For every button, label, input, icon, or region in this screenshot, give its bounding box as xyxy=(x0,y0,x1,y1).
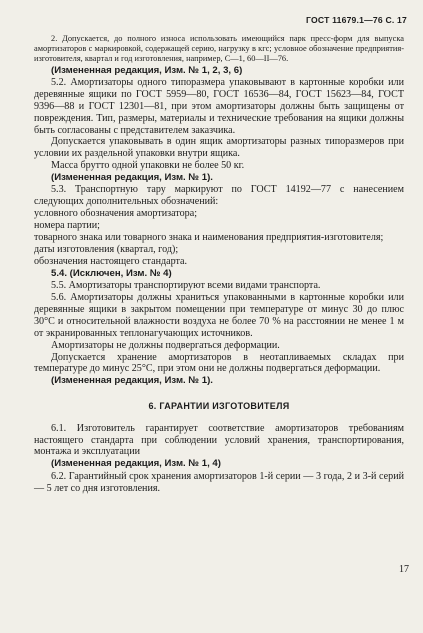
section-title: 6. ГАРАНТИИ ИЗГОТОВИТЕЛЯ xyxy=(148,400,290,411)
list-item: даты изготовления (квартал, год); xyxy=(34,243,179,255)
edition-note-3: (Измененная редакция, Изм. № 1). xyxy=(51,375,213,387)
list-item: условного обозначения амортизатора; xyxy=(34,208,198,220)
paragraph-5-2-c: Масса брутто одной упаковки не более 50 кг. xyxy=(51,160,245,172)
edition-note-1: (Измененная редакция, Изм. № 1, 2, 3, 6) xyxy=(51,64,243,76)
paragraph-6-2: 6.2. Гарантийный срок хранения амортизаторов 1-й серии — 3 года, 2 и 3-й серий — 5 лет со дня изготовления. xyxy=(34,470,404,494)
page-number: 17 xyxy=(399,564,409,575)
paragraph-5-6-c: Допускается хранение амортизаторов в неотапливаемых складах при температуре до минус 25°С, при этом они не должны подвергаться деформации. xyxy=(34,351,404,375)
paragraph-5-3: 5.3. Транспортную тару маркируют по ГОСТ 14192—77 с нанесением следующих дополнительных обозначений: xyxy=(34,184,404,208)
paragraph-5-2-b: Допускается упаковывать в один ящик амортизаторы разных типоразмеров при условии их раздельной упаковки внутри ящика. xyxy=(34,136,404,160)
paragraph-5-6-b: Амортизаторы не должны подвергаться деформации. xyxy=(51,339,280,351)
page-content xyxy=(34,34,404,494)
list-item: товарного знака или товарного знака и наименования предприятия-изготовителя; xyxy=(34,232,384,244)
list-item: обозначения настоящего стандарта. xyxy=(34,255,188,267)
edition-note-4: (Измененная редакция, Изм. № 1, 4) xyxy=(51,458,221,470)
paragraph-5-4: 5.4. (Исключен, Изм. № 4) xyxy=(51,267,172,279)
paragraph-5-6: 5.6. Амортизаторы должны храниться упакованными в картонные коробки или деревянные ящики в закрытом помещении при температуре от минус 30 до плюс 30°С и относительной влажности воздуха не более 70 % на расстоянии не менее 1 м от экранированных теплонагучающих источников. xyxy=(34,292,404,339)
paragraph-5-5: 5.5. Амортизаторы транспортируют всеми видами транспорта. xyxy=(51,280,321,292)
paragraph-note-2: 2. Допускается, до полного износа использовать имеющийся парк пресс-форм для выпуска амортизаторов с маркировкой, содержащей серию, нагрузку в кгс; условное обозначение предприятия-изготовителя, квартал и год изготовления, например, С—1, 60—II—76. xyxy=(34,34,404,64)
list-item: номера партии; xyxy=(34,220,100,232)
edition-note-2: (Измененная редакция, Изм. № 1). xyxy=(51,172,213,184)
page-header: ГОСТ 11679.1—76 С. 17 xyxy=(306,15,407,25)
paragraph-6-1: 6.1. Изготовитель гарантирует соответствие амортизаторов требованиям настоящего стандарта при соблюдении условий хранения, транспортирования, монтажа и эксплуатации xyxy=(34,422,404,458)
paragraph-5-2: 5.2. Амортизаторы одного типоразмера упаковывают в картонные коробки или деревянные ящики по ГОСТ 5959—80, ГОСТ 16536—84, ГОСТ 15623—84, ГОСТ 9396—88 и ГОСТ 12301—81, при этом амортизаторы должны быть защищены от повреждения. Тип, размеры, материалы и технические требования на ящики должны быть согласованы с представителем заказчика. xyxy=(34,76,404,136)
